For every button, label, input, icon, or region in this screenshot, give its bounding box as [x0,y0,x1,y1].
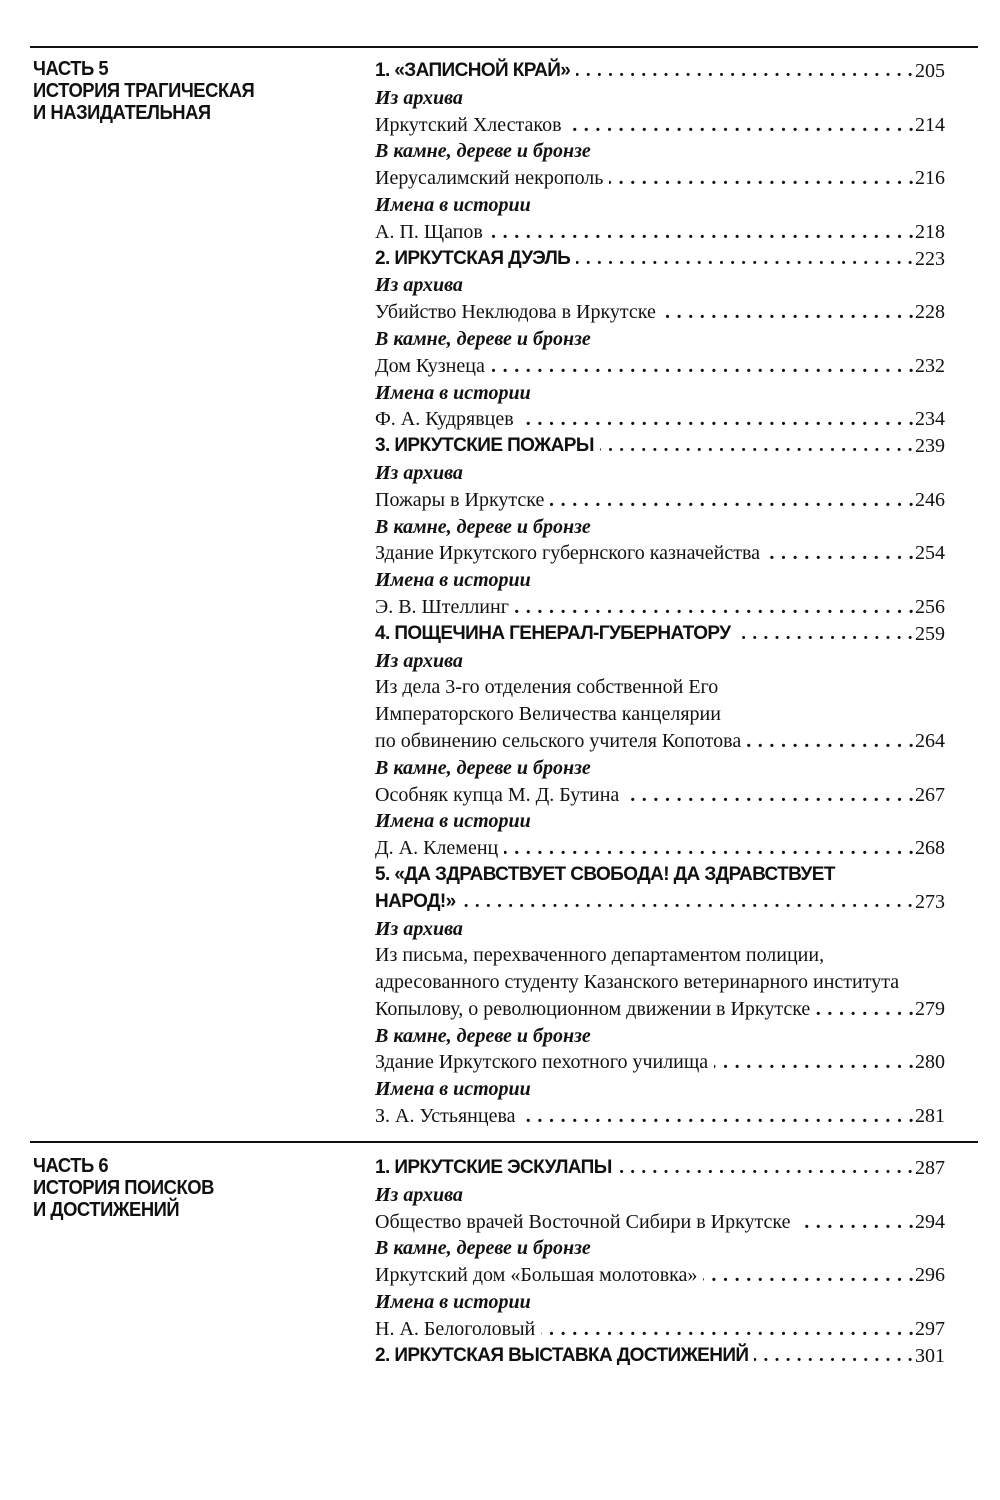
toc-entry [375,1049,945,1076]
toc-subheading [375,326,945,353]
toc-subheading [375,460,945,487]
toc-subheading [375,1235,945,1262]
toc-page-number: 279 [913,996,945,1023]
toc-entry [375,942,945,969]
toc-entry-title: Имена в истории [375,381,531,404]
section-divider-rule [30,1141,978,1143]
toc-subheading [375,1076,945,1103]
top-rule [30,46,978,48]
toc-page-number: 254 [913,540,945,567]
toc-entry-title: Из архива [375,461,463,484]
toc-entry [375,1316,945,1343]
toc-page-number: 267 [913,782,945,809]
toc-subheading [375,567,945,594]
toc-entry-title: Здание Иркутского губернского казначейства [375,542,766,564]
toc-entry-title: Иркутский Хлестаков [375,114,568,136]
toc-entry-title: Императорского Величества канцелярии [375,703,721,726]
toc-entry [375,406,945,433]
toc-entry-title: Иркутский дом «Большая молотовка» [375,1264,703,1286]
toc-subheading [375,192,945,219]
toc-entry [375,487,945,514]
toc-page-number: 294 [913,1209,945,1236]
toc-entry-title: 1. «ЗАПИСНОЙ КРАЙ» [375,60,576,81]
toc-entry-title: 2. ИРКУТСКАЯ ВЫСТАВКА ДОСТИЖЕНИЙ [375,1345,754,1366]
toc-page-number: 223 [913,246,945,273]
toc-page-number: 205 [913,58,945,85]
toc-page-number: 214 [913,112,945,139]
toc-entry-title: Убийство Неклюдова в Иркутске [375,301,662,323]
toc-entry-title: Имена в истории [375,1078,531,1101]
toc-entry-title: Из архива [375,274,463,297]
toc-entry-title: Имена в истории [375,1290,531,1313]
toc-entry-title: Имена в истории [375,810,531,833]
toc-entry [375,835,945,862]
toc-entry-title: Общество врачей Восточной Сибири в Иркутске [375,1211,797,1233]
toc-entry [375,782,945,809]
toc-entry-title: адресованного студенту Казанского ветеринарного института [375,971,900,994]
toc-entry-title: В камне, дереве и бронзе [375,1024,591,1047]
toc-entry [375,674,945,701]
toc-chapter-entry [375,58,945,85]
toc-page-number: 259 [913,621,945,648]
toc-subheading [375,1023,945,1050]
toc-subheading [375,272,945,299]
toc-page-number: 296 [913,1262,945,1289]
toc-entry [375,594,945,621]
toc-page-number: 228 [913,299,945,326]
toc-entry-title: НАРОД!» [375,891,462,912]
part-heading [33,1155,327,1221]
toc-entry-title: Копылову, о революционном движении в Иркутске [375,998,816,1020]
toc-page-number: 281 [913,1103,945,1130]
toc-entry-title: Из архива [375,917,463,940]
toc-entry-title: 5. «ДА ЗДРАВСТВУЕТ СВОБОДА! ДА ЗДРАВСТВУЕТ [375,863,835,885]
toc-entry-title: Особняк купца М. Д. Бутина [375,784,625,806]
part-title-line: И НАЗИДАТЕЛЬНАЯ [33,102,211,124]
toc-entry [375,701,945,728]
toc-entry-title: З. А. Устьянцева [375,1105,522,1127]
toc-page-number: 246 [913,487,945,514]
toc-page-number: 232 [913,353,945,380]
toc-entry-title: Иерусалимский некрополь [375,167,609,189]
toc-entry-title: 1. ИРКУТСКИЕ ЭСКУЛАПЫ [375,1157,618,1178]
part-label: ЧАСТЬ 6 [33,1155,109,1177]
toc-entries [375,58,945,1130]
toc-page-number: 297 [913,1316,945,1343]
part-label: ЧАСТЬ 5 [33,58,109,80]
toc-entry-title: Н. А. Белоголовый [375,1318,541,1340]
toc-subheading [375,514,945,541]
part-title-line: ИСТОРИЯ ТРАГИЧЕСКАЯ [33,80,255,102]
toc-page-number: 234 [913,406,945,433]
toc-entry [375,112,945,139]
toc-chapter-entry [375,246,945,273]
toc-entry [375,728,945,755]
toc-chapter-entry [375,433,945,460]
toc-entry-title: Здание Иркутского пехотного училища [375,1051,714,1073]
toc-subheading [375,808,945,835]
toc-entries [375,1155,945,1369]
part-title-line: ИСТОРИЯ ПОИСКОВ [33,1177,214,1199]
toc-entry-title: Из архива [375,1183,463,1206]
toc-entry-title: Дом Кузнеца [375,355,491,377]
toc-page-number: 268 [913,835,945,862]
toc-subheading [375,916,945,943]
toc-entry-title: В камне, дереве и бронзе [375,140,591,163]
toc-entry-title: Из архива [375,86,463,109]
toc-entry [375,540,945,567]
toc-entry-title: 3. ИРКУТСКИЕ ПОЖАРЫ [375,435,600,456]
toc-chapter-entry [375,889,945,916]
toc-subheading [375,755,945,782]
toc-entry [375,219,945,246]
toc-entry [375,165,945,192]
toc-entry-title: Из дела 3-го отделения собственной Его [375,676,719,699]
toc-entry [375,1209,945,1236]
toc-entry [375,299,945,326]
toc-entry-title: 2. ИРКУТСКАЯ ДУЭЛЬ [375,248,576,269]
toc-chapter-entry [375,621,945,648]
toc-chapter-entry [375,1155,945,1182]
toc-page-number: 280 [913,1049,945,1076]
toc-entry-title: А. П. Щапов [375,221,489,243]
toc-entry-title: В камне, дереве и бронзе [375,756,591,779]
toc-entry-title: Имена в истории [375,193,531,216]
toc-page-number: 216 [913,165,945,192]
toc-subheading [375,1182,945,1209]
toc-entry [375,969,945,996]
toc-subheading [375,380,945,407]
toc-page-number: 273 [913,889,945,916]
toc-entry-title: Имена в истории [375,569,531,592]
toc-entry-title: Ф. А. Кудрявцев [375,408,520,430]
toc-page-number: 218 [913,219,945,246]
toc-entry-title: Д. А. Клеменц [375,837,504,859]
toc-page-number: 256 [913,594,945,621]
toc-subheading [375,85,945,112]
toc-entry [375,1262,945,1289]
toc-subheading [375,648,945,675]
part-heading [33,58,327,124]
toc-chapter-entry [375,862,945,889]
toc-entry-title: В камне, дереве и бронзе [375,1237,591,1260]
toc-entry [375,996,945,1023]
toc-entry [375,353,945,380]
toc-entry-title: Из письма, перехваченного департаментом полиции, [375,944,825,967]
toc-entry-title: Э. В. Штеллинг [375,596,515,618]
toc-page-number: 287 [913,1155,945,1182]
part-title-line: И ДОСТИЖЕНИЙ [33,1199,180,1221]
toc-subheading [375,138,945,165]
toc-entry-title: В камне, дереве и бронзе [375,327,591,350]
toc-page-number: 301 [913,1343,945,1370]
toc-entry-title: Пожары в Иркутске [375,489,550,511]
toc-entry-title: Из архива [375,649,463,672]
toc-entry-title: В камне, дереве и бронзе [375,515,591,538]
toc-page-number: 239 [913,433,945,460]
toc-subheading [375,1289,945,1316]
toc-page-number: 264 [913,728,945,755]
toc-entry [375,1103,945,1130]
toc-entry-title: 4. ПОЩЕЧИНА ГЕНЕРАЛ-ГУБЕРНАТОРУ [375,623,736,644]
toc-chapter-entry [375,1343,945,1370]
toc-entry-title: по обвинению сельского учителя Копотова [375,730,747,752]
